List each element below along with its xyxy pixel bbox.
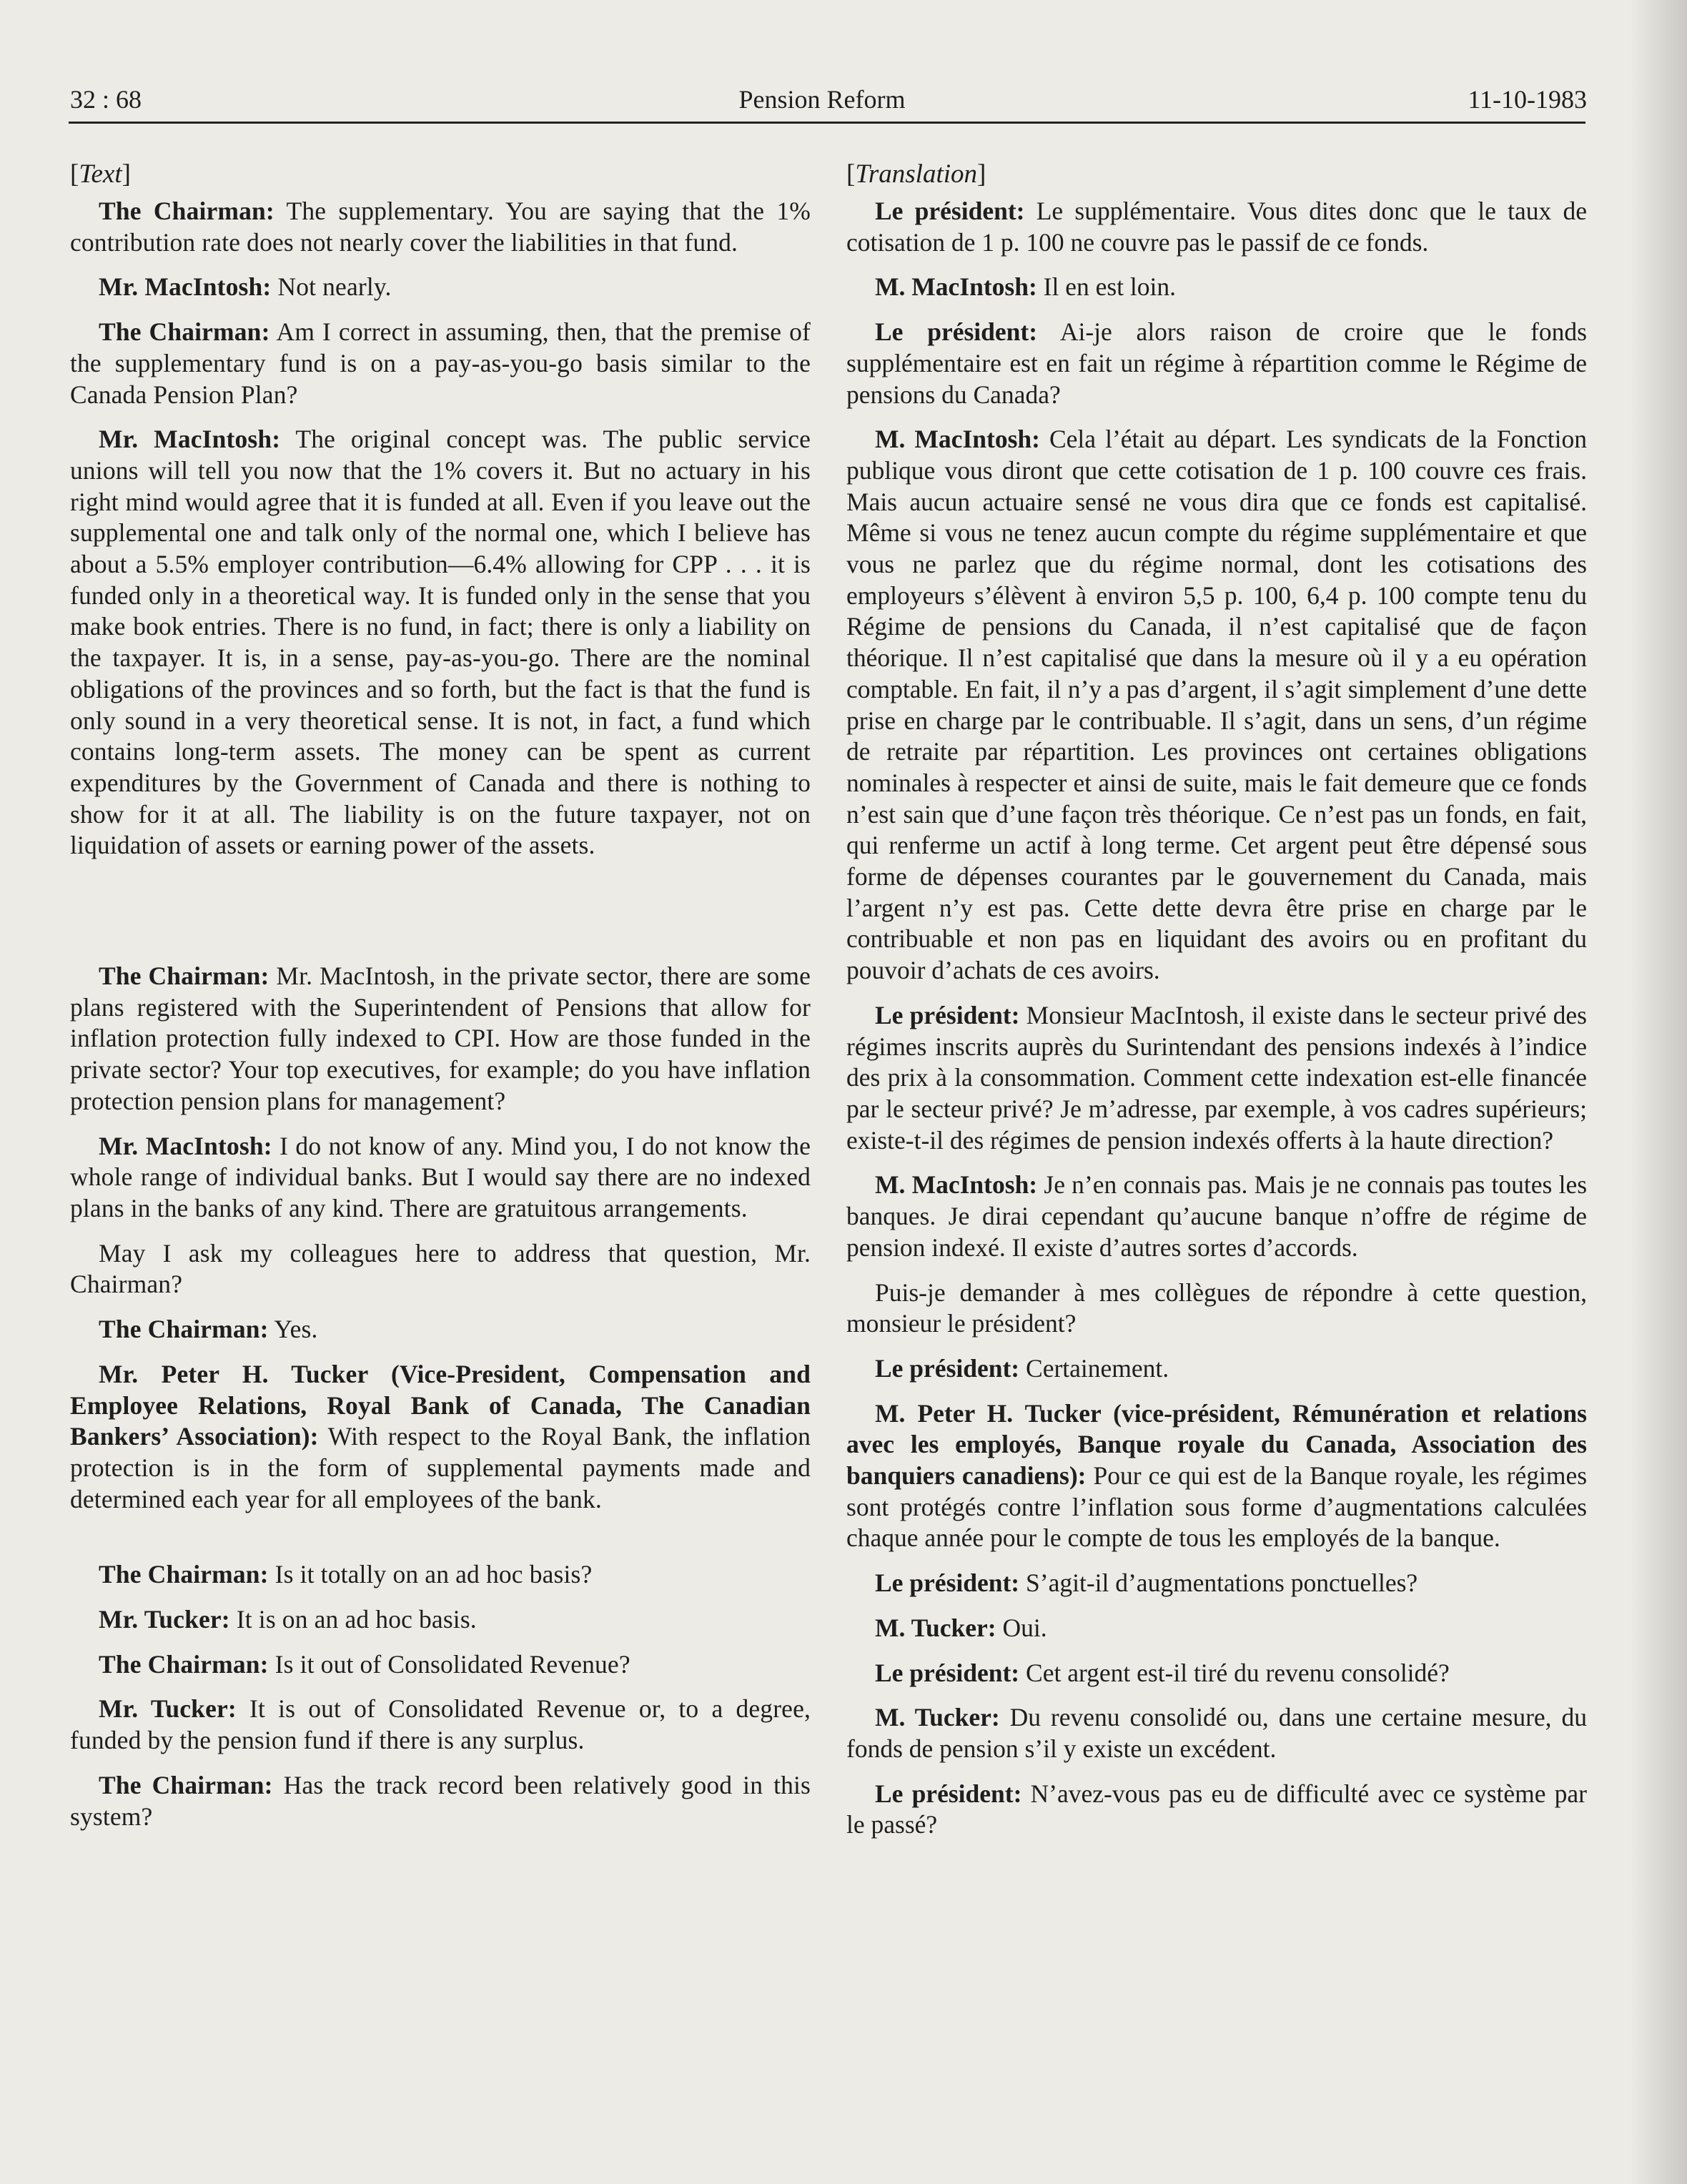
text-label: [Text] [70,159,131,189]
speaker-name: The Chairman: [99,317,270,347]
paragraph [846,272,1587,303]
speech-text: Puis-je demander à mes collègues de répondre à cette question, monsieur le président? [846,1278,1587,1338]
paragraph [70,961,811,1117]
french-column [846,159,1587,1841]
speaker-name: Mr. Tucker: [99,1694,237,1724]
paragraph [70,1559,811,1591]
paragraph [70,1131,811,1225]
speech-text: The original concept was. The public service unions will tell you now that the 1% covers it. But no actuary in his right mind would agree that it is funded at all. Even if you leave out the supplemental one and talk only of the normal one, which I believe has about a 5.5% employer contribution—6.4% allowing for CPP . . . it is funded only in a theoretical way. It is funded only in the sense that you make book entries. There is no fund, in fact; there is only a liability on the taxpayer. It is, in a sense, pay-as-you-go. There are the nominal obligations of the provinces and so forth, but the fact is that the fund is only sound in a very theoretical sense. It is not, in fact, a fund which contains long-term assets. The money can be spent as current expenditures by the Government of Canada and there is nothing to show for it at all. The liability is on the future taxpayer, not on liquidation of assets or earning power of the assets. [70,425,811,860]
speaker-name: Le président: [875,1779,1022,1808]
paragraph [70,317,811,410]
page-edge-shadow [1630,0,1687,2184]
speaker-name: Mr. MacIntosh: [99,425,281,454]
speech-text: I do not know of any. Mind you, I do not know the whole range of individual banks. But I would say there are no indexed plans in the banks of any kind. There are gratuitous arrangements. [70,1131,811,1222]
speech-text: Pour ce qui est de la Banque royale, les régimes sont protégés contre l’inflation sous forme d’augmentations calculées chaque année pour le compte de tous les employés de la banque. [846,1461,1588,1553]
paragraph [846,1000,1587,1157]
speaker-name: Le président: [875,1353,1020,1383]
paragraph [846,1398,1587,1555]
speaker-name: Le président: [875,1568,1020,1598]
paragraph [846,1613,1587,1644]
paragraph [70,1694,811,1756]
speaker-name: The Chairman: [99,1315,269,1344]
paragraph [846,1658,1587,1689]
speaker-name: Le président: [875,1000,1020,1029]
speech-text: May I ask my colleagues here to address that question, Mr. Chairman? [70,1238,811,1299]
paragraph [70,1359,811,1516]
speaker-name: Le président: [875,317,1038,347]
paragraph [846,1702,1587,1764]
speech-text: Cet argent est-il tiré du revenu consolidé? [1026,1658,1450,1687]
speech-text: Du revenu consolidé ou, dans une certaine mesure, du fonds de pension s’il y existe un excédent. [846,1703,1587,1763]
header-date: 11-10-1983 [1468,85,1587,114]
speaker-name: Mr. Tucker: [99,1605,230,1634]
speech-text: With respect to the Royal Bank, the inflation protection is in the form of supplemental payments made and determined each year for all employees of the bank. [70,1422,811,1513]
speech-text: Oui. [1002,1613,1047,1642]
paragraph [846,1170,1587,1263]
speech-text: Monsieur MacIntosh, il existe dans le secteur privé des régimes inscrits auprès du Surintendant des pensions indexés à l’indice des prix à la consommation. Comment cette indexation est-elle financée par le secteur privé? Je m’adresse, par exemple, à vos cadres supérieurs; existe-t-il des régimes de pension indexés offerts à la haute direction? [846,1000,1587,1155]
speech-text: Je n’en connais pas. Mais je ne connais pas toutes les banques. Je dirai cependant qu’aucune banque n’offre de régime de pension indexé. Il existe d’autres sortes d’accords. [846,1170,1588,1262]
speech-text: Mr. MacIntosh, in the private sector, there are some plans registered with the Superintendent of Pensions that allow for inflation protection fully indexed to CPI. How are those funded in the private sector? Your top executives, for example; do you have inflation protection pension plans for management? [70,962,811,1115]
paragraph [70,196,811,258]
speech-text: Le supplémentaire. Vous dites donc que le taux de cotisation de 1 p. 100 ne couvre pas le passif de ce fonds. [846,197,1587,257]
speech-text: Il en est loin. [1043,272,1177,302]
speaker-name: The Chairman: [99,197,274,225]
speech-text: Yes. [274,1315,318,1344]
running-title: Pension Reform [738,85,906,114]
speech-text: Is it out of Consolidated Revenue? [274,1649,630,1679]
paragraph [70,1770,811,1832]
speech-text: Not nearly. [277,272,392,302]
speech-text: The supplementary. You are saying that the 1% contribution rate does not nearly cover the liabilities in that fund. [70,197,811,257]
paragraph [846,1278,1587,1340]
paragraph [70,1238,811,1300]
speaker-name: M. Tucker: [875,1703,1000,1732]
speaker-name: Mr. MacIntosh: [99,272,272,302]
speech-text: Am I correct in assuming, then, that the premise of the supplementary fund is on a pay-as-you-go basis similar to the Canada Pension Plan? [70,317,811,409]
speaker-name: M. MacIntosh: [875,1170,1038,1200]
speech-text: Cela l’était au départ. Les syndicats de la Fonction publique vous diront que cette cotisation de 1 p. 100 couvre ces frais. Mais aucun actuaire sensé ne vous dira que ce fonds est capitalisé. Même si vous ne tenez aucun compte du régime supplémentaire et que vous ne parlez que du régime normal, dont les cotisations des employeurs s’élèvent à environ 5,5 p. 100, 6,4 p. 100 compte tenu du Régime de pensions du Canada, il n’est capitalisé que de façon théorique. Il n’est capitalisé que dans la mesure où il y a eu opération comptable. En fait, il n’y a pas d’argent, il s’agit simplement d’une dette prise en charge par le contribuable. Il s’agit, dans un sens, d’un régime de retraite par répartition. Les provinces ont certaines obligations nominales à respecter et ainsi de suite, mais le fait demeure que ce fonds n’est sain que d’une façon très théorique. Ce n’est pas un fonds, en fait, qui renferme un actif à long terme. Cet argent peut être dépensé sous forme de dépenses courantes par le gouvernement du Canada, mais l’argent n’y est pas. Cette dette devra être prise en charge par le contribuable et non pas en liquidant des avoirs ou en profitant du pouvoir d’achats de ces avoirs. [846,425,1587,985]
speech-text: Ai-je alors raison de croire que le fonds supplémentaire est en fait un régime à répartition comme le Régime de pensions du Canada? [846,317,1587,409]
speech-text: It is on an ad hoc basis. [236,1605,477,1634]
translation-label: [Translation] [846,159,986,189]
speaker-name: M. Tucker: [875,1613,996,1642]
paragraph [70,424,811,861]
speech-text: Certainement. [1026,1353,1169,1383]
speaker-name: M. MacIntosh: [875,272,1037,302]
speech-text: Has the track record been relatively good in this system? [70,1770,811,1831]
page-header [0,0,1687,129]
paragraph [70,272,811,303]
speaker-name: Mr. MacIntosh: [99,1131,272,1160]
speaker-name: The Chairman: [99,962,269,991]
paragraph [70,1604,811,1636]
speech-text: It is out of Consolidated Revenue or, to a degree, funded by the pension fund if there is any surplus. [70,1694,811,1755]
speaker-name: The Chairman: [99,1770,273,1799]
paragraph [70,1649,811,1681]
paragraph [846,1568,1587,1599]
speaker-name: Le président: [875,1658,1020,1687]
speaker-name: The Chairman: [99,1649,269,1679]
paragraph [846,1353,1587,1385]
paragraph [846,196,1587,258]
speech-text: Is it totally on an ad hoc basis? [274,1560,593,1589]
speaker-name: Le président: [875,197,1025,225]
speaker-name: M. MacIntosh: [875,425,1040,454]
speaker-name: Mr. Peter H. Tucker (Vice-President, Compensation and Employee Relations, Royal Bank of Canada, The Canadian Bankers’ Association): [70,1359,811,1451]
paragraph [846,1779,1587,1841]
paragraph [846,317,1587,410]
speech-text: N’avez-vous pas eu de difficulté avec ce système par le passé? [846,1779,1587,1839]
speaker-name: The Chairman: [99,1560,269,1589]
paragraph [70,1314,811,1345]
header-rule [69,122,1585,124]
speech-text: S’agit-il d’augmentations ponctuelles? [1026,1568,1418,1598]
page-number: 32 : 68 [70,85,142,114]
speaker-name: M. Peter H. Tucker (vice-président, Rémunération et relations avec les employés, Banque royale du Canada, Association des banquiers canadiens): [846,1398,1587,1491]
english-column [70,159,811,1832]
paragraph [846,424,1587,987]
